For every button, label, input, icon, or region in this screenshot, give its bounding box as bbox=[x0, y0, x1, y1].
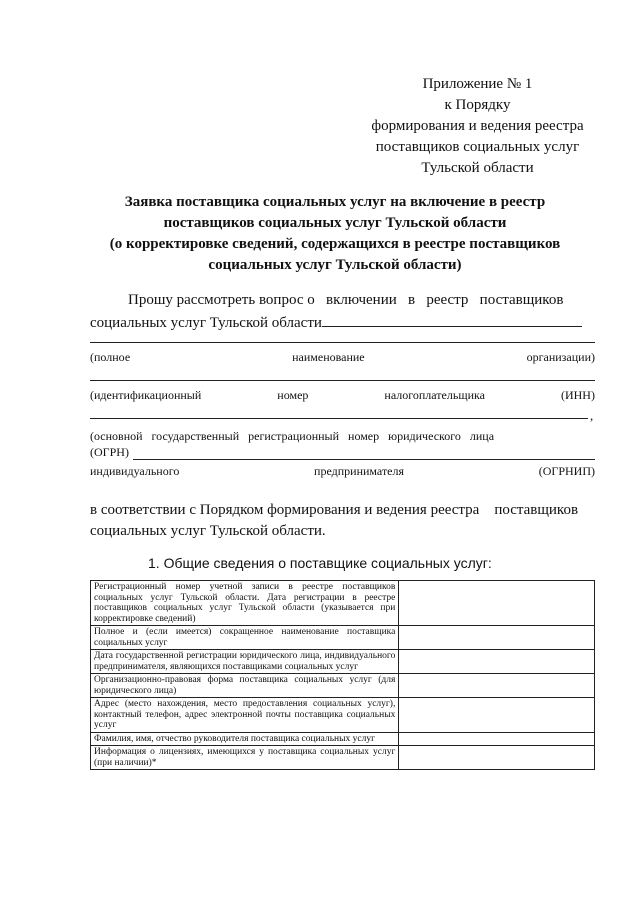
row-label: Адрес (место нахождения, место предоставления социальных услуг), контактный телефон, адрес электронной почты поставщика социальных услуг bbox=[91, 698, 399, 733]
appendix-line: поставщиков социальных услуг bbox=[375, 139, 580, 155]
hint-text: предпринимателя bbox=[314, 464, 405, 478]
title-line: Заявка поставщика социальных услуг на включение в реестр bbox=[124, 194, 546, 210]
row-label: Полное и (если имеется) сокращенное наименование поставщика социальных услуг bbox=[91, 626, 399, 650]
fill-line[interactable] bbox=[90, 342, 595, 343]
row-value-cell[interactable] bbox=[399, 626, 595, 650]
appendix-line: Приложение № 1 bbox=[422, 76, 533, 92]
section-heading: 1. Общие сведения о поставщике социальных услуг: bbox=[148, 555, 492, 571]
accordance-line: в соответствии с Порядком формирования и ведения реестра поставщиков bbox=[90, 502, 579, 518]
accordance-line: социальных услуг Тульской области. bbox=[90, 523, 326, 539]
title-line: (о корректировке сведений, содержащихся в реестре поставщиков bbox=[109, 236, 561, 252]
hint-text: (идентификационный bbox=[90, 388, 202, 402]
row-value-cell[interactable] bbox=[399, 698, 595, 733]
row-label: Организационно-правовая форма поставщика социальных услуг (для юридического лица) bbox=[91, 674, 399, 698]
row-value-cell[interactable] bbox=[399, 732, 595, 746]
fill-line[interactable] bbox=[90, 380, 595, 381]
accordance-paragraph bbox=[90, 500, 595, 542]
appendix-header bbox=[360, 74, 595, 179]
table-row bbox=[91, 626, 595, 650]
organization-input-line[interactable] bbox=[322, 311, 582, 327]
ip-hint bbox=[90, 463, 595, 479]
table-row bbox=[91, 581, 595, 626]
comma: , bbox=[590, 408, 594, 423]
row-value-cell[interactable] bbox=[399, 650, 595, 674]
hint-text: (ОГРН) bbox=[90, 445, 129, 459]
table-row bbox=[91, 746, 595, 770]
ogrn-hint bbox=[90, 428, 595, 460]
hint-text: (ОГРНИП) bbox=[538, 464, 595, 478]
appendix-line: к Порядку bbox=[444, 97, 511, 113]
row-label: Информация о лицензиях, имеющихся у поставщика социальных услуг (при наличии)* bbox=[91, 746, 399, 770]
request-paragraph bbox=[90, 290, 595, 334]
fill-line[interactable] bbox=[90, 418, 588, 419]
hint-text: индивидуального bbox=[90, 464, 180, 478]
table-row bbox=[91, 698, 595, 733]
appendix-line: формирования и ведения реестра bbox=[371, 118, 584, 134]
table-row bbox=[91, 732, 595, 746]
row-value-cell[interactable] bbox=[399, 674, 595, 698]
hint-text: организации) bbox=[526, 350, 595, 364]
hint-text: налогоплательщика bbox=[384, 388, 485, 402]
request-text: социальных услуг Тульской области bbox=[90, 315, 322, 331]
provider-info-table bbox=[90, 580, 595, 770]
request-line: Прошу рассмотреть вопрос о включении в реестр поставщиков bbox=[128, 292, 564, 308]
name-hint bbox=[90, 349, 595, 365]
hint-text: номер bbox=[277, 388, 309, 402]
hint-text: наименование bbox=[292, 350, 365, 364]
hint-text: (основной государственный регистрационный номер юридического лица bbox=[90, 429, 495, 443]
document-title bbox=[80, 192, 590, 276]
inn-hint bbox=[90, 387, 595, 403]
request-line-2 bbox=[90, 311, 595, 334]
title-line: социальных услуг Тульской области) bbox=[208, 257, 462, 273]
row-label: Фамилия, имя, отчество руководителя поставщика социальных услуг bbox=[91, 732, 399, 746]
row-label: Дата государственной регистрации юридического лица, индивидуального предпринимателя, являющихся поставщиками социальных услуг bbox=[91, 650, 399, 674]
table-row bbox=[91, 650, 595, 674]
appendix-line: Тульской области bbox=[421, 160, 534, 176]
row-label: Регистрационный номер учетной записи в реестре поставщиков социальных услуг Тульской области. Дата регистрации в реестре поставщиков социальных услуг Тульской области (указывается при корректировке сведений) bbox=[91, 581, 399, 626]
fill-line[interactable] bbox=[133, 459, 595, 460]
row-value-cell[interactable] bbox=[399, 746, 595, 770]
title-line: поставщиков социальных услуг Тульской области bbox=[163, 215, 507, 231]
hint-text: (ИНН) bbox=[560, 388, 595, 402]
row-value-cell[interactable] bbox=[399, 581, 595, 626]
hint-text: (полное bbox=[90, 350, 131, 364]
table-row bbox=[91, 674, 595, 698]
